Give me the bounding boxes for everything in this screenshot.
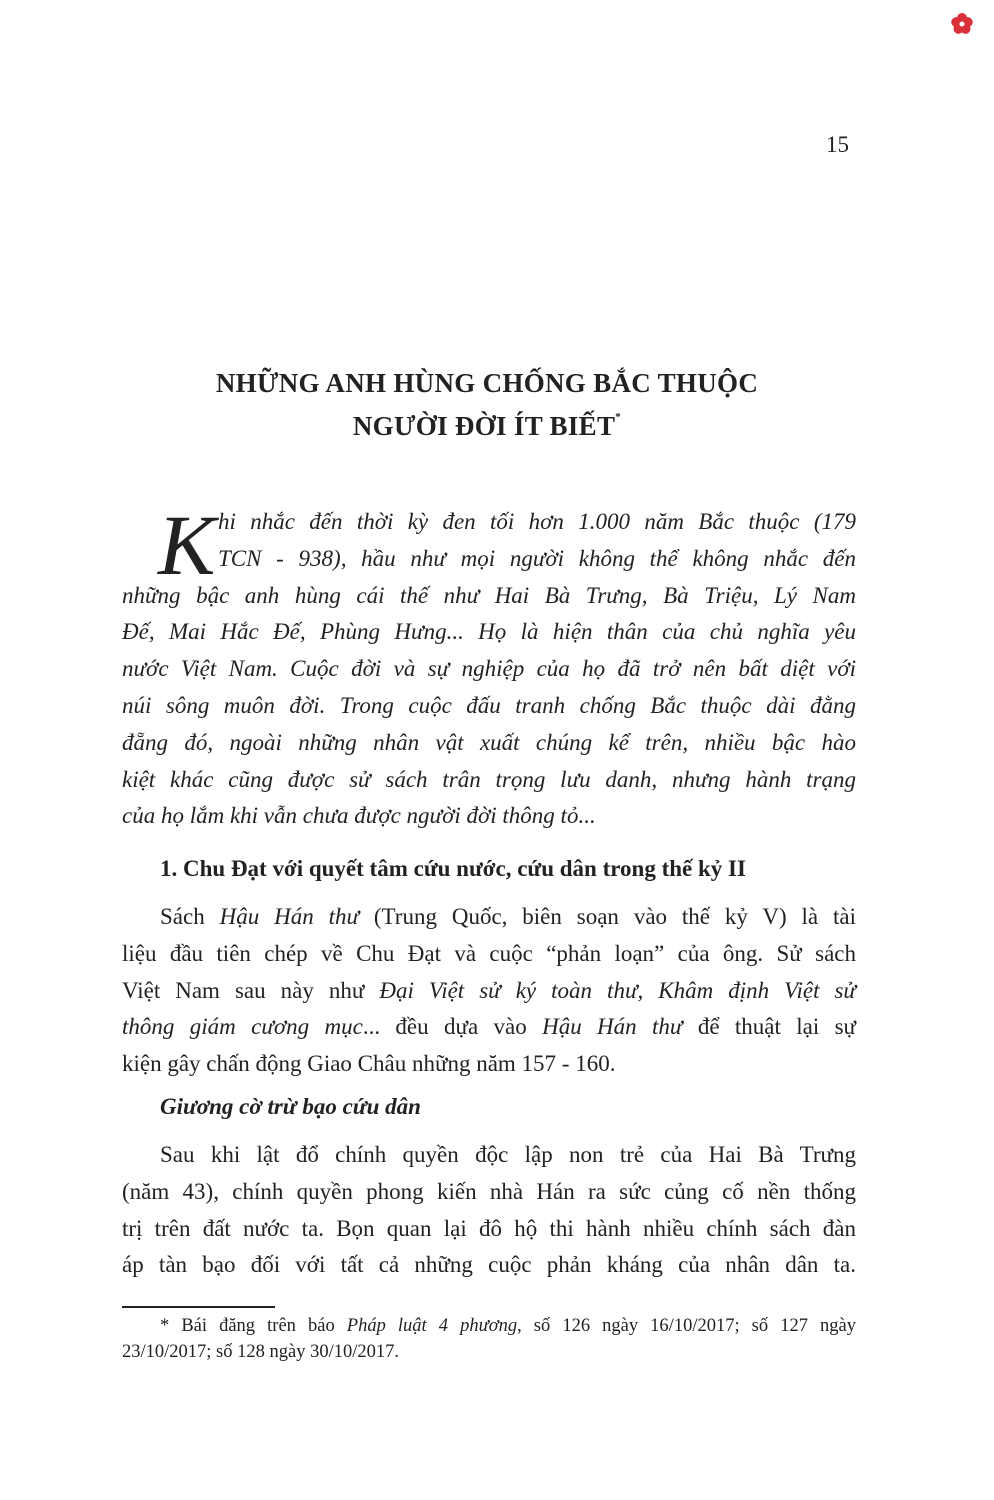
text: áp tàn bạo đối với tất cả những cuộc phản kháng của nhân dân ta. — [122, 1252, 856, 1278]
italic-text: kiệt khác cũng được sử sách trân trọng lưu danh, nhưng hành trạng — [122, 766, 856, 792]
footnote-mark: * — [615, 411, 622, 423]
italic-text: của họ lắm khi vẫn chưa được người đời thông tỏ... — [122, 803, 596, 829]
drop-cap: K — [158, 497, 216, 593]
italic-text: nước Việt Nam. Cuộc đời và sự nghiệp của họ đã trở nên bất diệt với — [122, 656, 856, 682]
footnote-divider — [122, 1306, 275, 1308]
text-line — [122, 1012, 856, 1042]
text: trị trên đất nước ta. Bọn quan lại đô hộ thi hành nhiều chính sách đàn — [122, 1215, 856, 1241]
section-heading: 1. Chu Đạt với quyết tâm cứu nước, cứu dân trong thế kỷ II — [160, 856, 746, 881]
text: 23/10/2017; số 128 ngày 30/10/2017. — [122, 1342, 399, 1362]
text-line — [122, 1049, 856, 1079]
text-line — [122, 654, 856, 684]
text-line — [122, 939, 856, 969]
italic-text: TCN - 938), hầu như mọi người không thể không nhắc đến — [218, 545, 856, 571]
italic-text: hi nhắc đến thời kỳ đen tối hơn 1.000 năm Bắc thuộc (179 — [218, 509, 856, 534]
text-line — [122, 581, 856, 611]
text-line — [218, 544, 856, 574]
text-line — [122, 801, 856, 831]
text: Sau khi lật đổ chính quyền độc lập non trẻ của Hai Bà Trưng — [160, 1142, 856, 1167]
text-line — [122, 1177, 856, 1207]
text-line — [122, 765, 856, 795]
text-line — [122, 1342, 856, 1363]
subsection-heading: Giương cờ trừ bạo cứu dân — [160, 1094, 421, 1119]
italic-text: núi sông muôn đời. Trong cuộc đấu tranh chống Bắc thuộc dài đằng — [122, 693, 856, 718]
text: , số 126 ngày 16/10/2017; số 127 ngày — [517, 1316, 857, 1336]
chapter-title-line-1: NHỮNG ANH HÙNG CHỐNG BẮC THUỘC — [215, 368, 759, 398]
italic-text: Hậu Hán thư — [542, 1014, 683, 1040]
text-line — [122, 728, 856, 758]
text-line — [122, 1214, 856, 1244]
text: ... đều dựa vào — [362, 1014, 543, 1040]
italic-text: Đại Việt sử ký toàn thư, Khâm định Việt sử — [379, 977, 856, 1003]
text: * Bái đăng trên báo — [160, 1316, 347, 1336]
text-line — [122, 976, 856, 1006]
text: liệu đầu tiên chép về Chu Đạt và cuộc “phản loạn” của ông. Sử sách — [122, 940, 856, 966]
title-text: NGƯỜI ĐỜI ÍT BIẾT — [352, 411, 616, 441]
text-line — [160, 1316, 856, 1337]
text: (năm 43), chính quyền phong kiến nhà Hán ra sức củng cố nền thống — [122, 1178, 856, 1204]
text-line — [122, 1250, 856, 1280]
publisher-flower-logo-icon — [950, 12, 974, 36]
text: Sách — [160, 904, 220, 929]
italic-text: thông giám cương mục — [122, 1014, 363, 1040]
text: (Trung Quốc, biên soạn vào thế kỷ V) là tài — [359, 904, 856, 929]
text: kiện gây chấn động Giao Châu những năm 157 - 160. — [122, 1051, 616, 1077]
italic-text: Hậu Hán thư — [219, 904, 360, 929]
italic-text: Đế, Mai Hắc Đế, Phùng Hưng... Họ là hiện thân của chủ nghĩa yêu — [122, 619, 856, 645]
text-line — [218, 507, 856, 537]
text: để thuật lại sự — [682, 1014, 856, 1040]
italic-text: những bậc anh hùng cái thế như Hai Bà Trưng, Bà Triệu, Lý Nam — [122, 582, 856, 608]
text-line — [160, 1140, 856, 1170]
italic-text: đẵng đó, ngoài những nhân vật xuất chúng kể trên, nhiều bậc hào — [122, 729, 856, 755]
text: Việt Nam sau này như — [122, 977, 380, 1003]
italic-text: Pháp luật 4 phương — [346, 1316, 518, 1336]
text-line — [122, 691, 856, 721]
chapter-title-line-2 — [0, 411, 974, 442]
text-line — [122, 617, 856, 647]
page-number: 15 — [826, 132, 849, 157]
text-line — [160, 902, 856, 932]
